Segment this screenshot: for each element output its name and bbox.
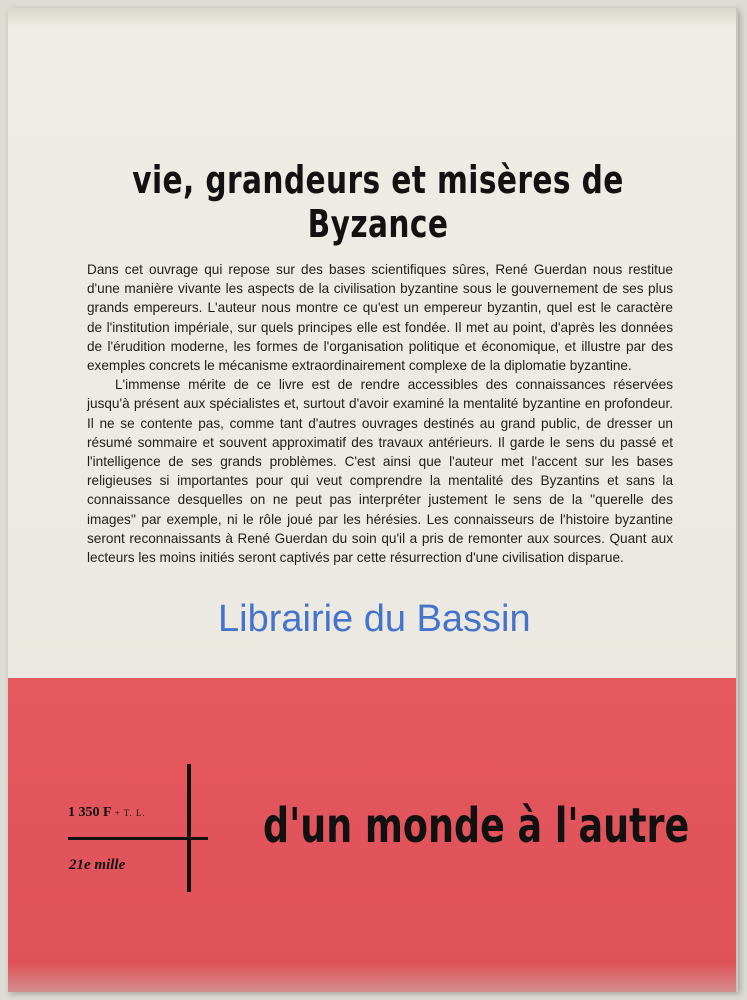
cover-wear-top	[8, 8, 736, 26]
cover-wear-bottom	[8, 963, 736, 992]
cross-mark-vertical	[187, 764, 191, 892]
book-title: vie, grandeurs et misères de Byzance	[132, 158, 624, 246]
book-back-cover	[8, 8, 738, 992]
blurb-paragraph-1: Dans cet ouvrage qui repose sur des bases scientifiques sûres, René Guerdan nous restitue d'une manière vivante les aspects de la civilisation byzantine sous le gouvernement de ses plus grands empereurs. L'auteur nous montre ce qu'est un empereur byzantin, quel est le caractère de l'institution impériale, sur quels principes elle est fondée. Il met au point, d'après les données de l'érudition moderne, les formes de l'organisation politique et économique, et illustre par des exemples concrets le mécanisme extraordinairement complexe de la diplomatie byzantine.	[87, 262, 673, 374]
bookseller-watermark: Librairie du Bassin	[218, 598, 531, 640]
price-suffix: + T. L.	[114, 808, 146, 818]
price-value: 1 350 F	[68, 805, 112, 820]
price-label	[68, 805, 146, 821]
cross-mark-horizontal	[68, 837, 208, 840]
blurb-text	[87, 260, 673, 567]
blurb-paragraph-2: L'immense mérite de ce livre est de rendre accessibles des connaissances réservées jusqu'à présent aux spécialistes et, surtout d'avoir examiné la mentalité byzantine en profondeur. Il ne se contente pas, comme tant d'autres ouvrages destinés au grand public, de dresser un résumé sommaire et souvent approximatif des travaux antérieurs. Il garde le sens du passé et l'intelligence de ses grands problèmes. C'est ainsi que l'auteur met l'accent sur les bases religieuses si importantes pour qui veut comprendre la mentalité des Byzantins et sans la connaissance desquelles on ne peut pas interpréter justement le sens de la ''querelle des images'' par exemple, ni le rôle joué par les hérésies. Les connaisseurs de l'histoire byzantine seront reconnaissants à René Guerdan du soin qu'il a pris de remonter aux sources. Quant aux lecteurs les moins initiés seront captivés par cette résurrection d'une civilisation disparue.	[87, 377, 673, 566]
print-run-label: 21e mille	[69, 857, 126, 873]
series-title: d'un monde à l'autre	[263, 798, 690, 854]
